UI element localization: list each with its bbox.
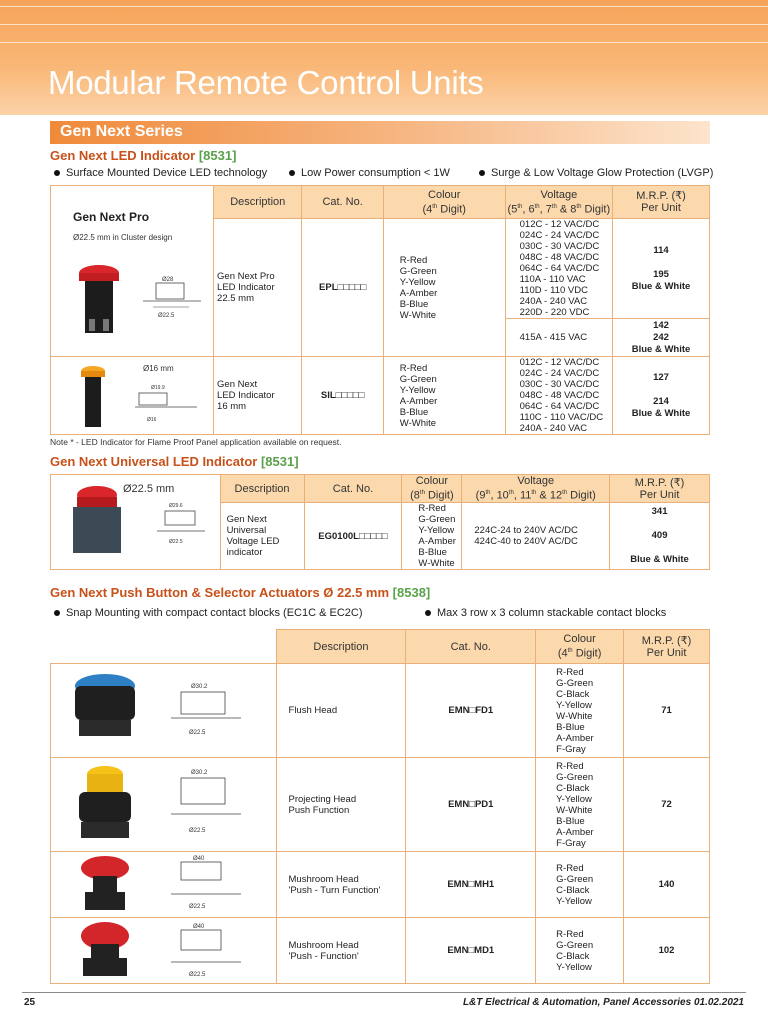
svg-text:Ø19.9: Ø19.9 [151,385,165,391]
p-header-cat-no: Cat. No. [406,630,536,664]
projecting-head-price: 72 [624,758,710,852]
pro-voltage-a: 012C - 12 VAC/DC 024C - 24 VAC/DC 030C - 30 VAC/DC 048C - 48 VAC/DC 064C - 64 VAC/DC 110A - 110 VAC 110D - 110 VDC 240A - 240 VAC 220D - 220 VDC [505,219,612,319]
pro-cat-no: EPL□□□□□ [302,219,383,357]
svg-text:Ø22.5: Ø22.5 [189,730,206,736]
pro-caption: Ø22.5 mm in Cluster design [73,233,173,242]
svg-text:Ø22.5: Ø22.5 [158,313,175,319]
pro-price-a: 114 195 Blue & White [613,219,710,319]
mushroom-turn-image-cell [51,852,277,918]
projecting-head-cat-no: EMN□PD1 [406,758,536,852]
svg-text:Ø40: Ø40 [193,924,205,930]
u-header-voltage: Voltage (9th, 10th, 11th & 12th Digit) [462,475,610,503]
u-price: 341 409 Blue & White [610,503,710,570]
u-header-description: Description [220,475,304,503]
led-table [50,185,710,435]
u-header-mrp: M.R.P. (₹) Per Unit [610,475,710,503]
universal-image-cell [51,475,221,570]
pro-colours: R-Red G-Green Y-Yellow A-Amber B-Blue W-White [383,219,505,357]
flush-head-description: Flush Head [276,664,406,758]
mushroom-push-icon [71,920,271,982]
projecting-head-colours: R-Red G-Green C-Black Y-Yellow W-White B-Blue A-Amber F-Gray [536,758,624,852]
led-section-title [50,148,236,163]
led-bullet-2: Low Power consumption < 1W [289,167,450,179]
svg-text:Ø22.5: Ø22.5 [169,539,183,545]
mushroom-turn-colours: R-Red G-Green C-Black Y-Yellow [536,852,624,918]
universal-title-text: Gen Next Universal LED Indicator [50,454,258,469]
flush-head-cat-no: EMN□FD1 [406,664,536,758]
pro-voltage-b: 415A - 415 VAC [505,319,612,357]
universal-dim-label: Ø22.5 mm [123,483,175,495]
series-banner [50,121,710,144]
led-bullet-3: Surge & Low Voltage Glow Protection (LVGP) [479,167,713,179]
svg-text:Ø29.6: Ø29.6 [169,503,183,509]
page-title: Modular Remote Control Units [48,64,484,101]
gen-next-16-image-cell [51,357,214,435]
universal-led-icon [65,483,215,563]
mushroom-turn-cat-no: EMN□MH1 [406,852,536,918]
u-header-cat-no: Cat. No. [304,475,402,503]
universal-table [50,474,710,570]
pro-description: Gen Next Pro LED Indicator 22.5 mm [214,219,302,357]
svg-text:Ø22.5: Ø22.5 [189,828,206,834]
universal-code: [8531] [260,454,299,469]
flush-head-price: 71 [624,664,710,758]
led-code: [8531] [198,148,237,163]
flush-head-image-cell [51,664,277,758]
p-header-description: Description [276,630,406,664]
push-section-title [50,585,430,600]
svg-text:Ø22.5: Ø22.5 [189,972,206,978]
series-title: Gen Next Series [60,123,183,140]
mushroom-push-price: 102 [624,918,710,984]
svg-text:Ø16: Ø16 [147,417,157,423]
mushroom-turn-price: 140 [624,852,710,918]
u-description: Gen Next Universal Voltage LED indicator [220,503,304,570]
svg-text:Ø22.5: Ø22.5 [189,904,206,910]
sil-cat-no: SIL□□□□□ [302,357,383,435]
u-colours: R-Red G-Green Y-Yellow A-Amber B-Blue W-White [402,503,462,570]
projecting-head-description: Projecting Head Push Function [276,758,406,852]
p-header-mrp: M.R.P. (₹) Per Unit [624,630,710,664]
flush-head-colours: R-Red G-Green C-Black Y-Yellow W-White B-Blue A-Amber F-Gray [536,664,624,758]
p-header-colour: Colour (4th Digit) [536,630,624,664]
led-note: Note * - LED Indicator for Flame Proof Panel application available on request. [50,437,342,447]
dim-16-label: Ø16 mm [143,364,174,373]
header-cat-no: Cat. No. [302,186,383,219]
push-bullet-2: Max 3 row x 3 column stackable contact blocks [425,607,666,619]
led-bullet-1: Surface Mounted Device LED technology [54,167,267,179]
mushroom-turn-description: Mushroom Head 'Push - Turn Function' [276,852,406,918]
sil-colours: R-Red G-Green Y-Yellow A-Amber B-Blue W-White [383,357,505,435]
sil-voltage: 012C - 12 VAC/DC 024C - 24 VAC/DC 030C - 30 VAC/DC 048C - 48 VAC/DC 064C - 64 VAC/DC 110C - 110 VAC/DC 240A - 240 VAC [505,357,612,435]
led-indicator-pro-icon [71,261,221,341]
projecting-head-image-cell [51,758,277,852]
flush-head-icon [71,668,271,754]
pro-price-b: 142 242 Blue & White [613,319,710,357]
header-mrp: M.R.P. (₹) Per Unit [613,186,710,219]
mushroom-turn-icon [71,854,271,916]
svg-text:Ø30.2: Ø30.2 [191,684,208,690]
led-indicator-16-icon [77,363,217,433]
header-description: Description [214,186,302,219]
page-number: 25 [24,997,36,1008]
svg-text:Ø40: Ø40 [193,856,205,862]
universal-section-title [50,454,299,469]
mushroom-push-image-cell [51,918,277,984]
push-title-text: Gen Next Push Button & Selector Actuators Ø 22.5 mm [50,585,390,600]
sil-description: Gen Next LED Indicator 16 mm [214,357,302,435]
header-voltage: Voltage (5th, 6th, 7th & 8th Digit) [505,186,612,219]
u-header-colour: Colour (8th Digit) [402,475,462,503]
sil-price: 127 214 Blue & White [613,357,710,435]
header-colour: Colour (4th Digit) [383,186,505,219]
svg-text:Ø30.2: Ø30.2 [191,770,208,776]
pro-title: Gen Next Pro [73,210,150,224]
push-bullet-1: Snap Mounting with compact contact blocks (EC1C & EC2C) [54,607,363,619]
gen-next-pro-image-cell [51,186,214,357]
svg-text:Ø28: Ø28 [162,277,174,283]
mushroom-push-description: Mushroom Head 'Push - Function' [276,918,406,984]
led-title-text: Gen Next LED Indicator [50,148,196,163]
push-table [50,629,710,984]
u-cat-no: EG0100L□□□□□ [304,503,402,570]
push-code: [8538] [392,585,431,600]
footer-divider [22,992,746,993]
mushroom-push-colours: R-Red G-Green C-Black Y-Yellow [536,918,624,984]
mushroom-push-cat-no: EMN□MD1 [406,918,536,984]
footer-text: L&T Electrical & Automation, Panel Accessories 01.02.2021 [462,997,744,1008]
projecting-head-icon [71,762,271,848]
u-voltage: 224C-24 to 240V AC/DC 424C-40 to 240V AC/DC [462,503,610,570]
